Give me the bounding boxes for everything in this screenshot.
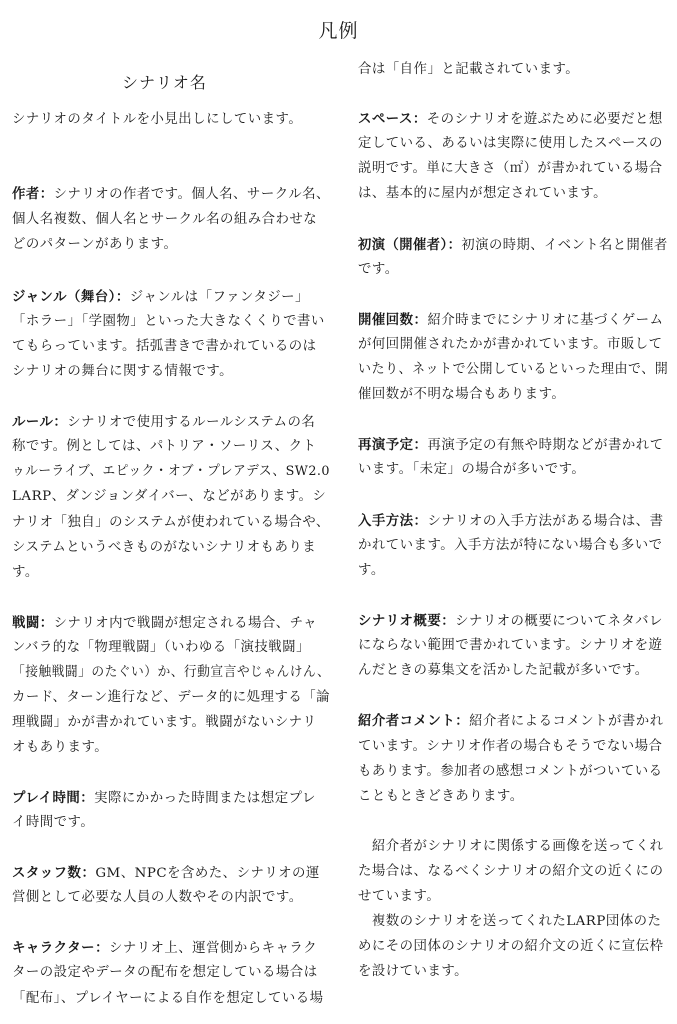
entry-line: シナリオ内で戦闘が想定される場合、チャ [53, 616, 318, 631]
term-sessions: 開催回数： [358, 312, 428, 328]
entry-line: GM、NPCを含めた、シナリオの運 [95, 866, 320, 881]
entry-line: どのパターンがあります。 [12, 237, 178, 252]
entry-line: にならない範囲で書かれています。シナリオを遊 [358, 638, 663, 653]
term-space: スペース： [358, 111, 427, 127]
entry-line: てもらっています。括弧書きで書かれているのは [12, 339, 317, 354]
entry-line: 「接触戦闘」のたぐい）か、行動宣言やじゃんけん、 [12, 665, 331, 680]
entry-line: そのシナリオを遊ぶために必要だと想 [426, 112, 663, 127]
entry-line: イ時間です。 [12, 815, 95, 830]
entry-line: かれています。入手方法が特にない場合も多いで [358, 538, 663, 553]
entry-line: システムというべきものがないシナリオもありま [12, 540, 317, 555]
entry-line: シナリオの入手方法がある場合は、書 [427, 514, 664, 529]
entry-line: 説明です。単に大きさ（㎡）が書かれている場合 [358, 161, 663, 176]
entry-line: カード、ターン進行など、データ的に処理する「論 [12, 690, 331, 705]
entry-line: 催回数が不明な場合もあります。 [358, 387, 566, 402]
entry-line: オもあります。 [12, 740, 109, 755]
entry-line: ナリオ「独自」のシステムが使われている場合や、 [12, 515, 330, 530]
entry-line: た場合は、なるべくシナリオの紹介文の近くにの [358, 864, 664, 879]
term-premiere: 初演（開催者）： [358, 237, 462, 253]
entry-line: 初演の時期、イベント名と開催者 [461, 238, 668, 253]
entry-line: シナリオの概要についてネタバレ [455, 614, 663, 629]
entry-line: シナリオの舞台に関する情報です。 [12, 364, 234, 379]
entry-line: 「配布」、プレイヤーによる自作を想定している場 [12, 991, 324, 1006]
entry-line: 実際にかかった時間または想定プレ [94, 791, 316, 806]
entry-line: ターの設定やデータの配布を想定している場合は [12, 965, 318, 980]
entry-line: 紹介者がシナリオに関係する画像を送ってくれ [358, 839, 664, 854]
entry-line: 「ホラー」「学園物」といった大きなくくりで書い [12, 314, 325, 329]
entry-line: 再演予定の有無や時期などが書かれて [427, 438, 664, 453]
term-character: キャラクター： [12, 940, 109, 956]
entry-line: を設けています。 [358, 964, 469, 979]
term-staff: スタッフ数： [12, 865, 96, 881]
entry-line: ゥルーライブ、エピック・オブ・プレアデス、SW2.0 [12, 464, 330, 479]
term-combat: 戦闘： [12, 615, 54, 631]
entry-line: シナリオ上、運営側からキャラク [108, 941, 318, 956]
term-rules: ルール： [12, 414, 68, 430]
entry-line: は、基本的に屋内が想定されています。 [358, 186, 607, 201]
entry-line: めにその団体のシナリオの紹介文の近くに宣伝枠 [358, 939, 664, 954]
page-title: 凡例 [318, 20, 359, 42]
entry-line: す。 [358, 563, 385, 578]
entry-line: シナリオで使用するルールシステムの名 [67, 415, 316, 430]
term-acquire: 入手方法： [358, 513, 428, 529]
term-overview: シナリオ概要： [358, 613, 456, 629]
entry-line: せています。 [358, 889, 441, 904]
term-playtime: プレイ時間： [12, 790, 95, 806]
entry-line: 理戦闘」かが書かれています。戦闘がないシナリ [12, 715, 317, 730]
term-genre: ジャンル（舞台）： [12, 289, 130, 305]
entry-line: んだときの募集文を活かした記載が多いです。 [358, 663, 649, 678]
entry-line: 紹介時までにシナリオに基づくゲーム [427, 313, 664, 328]
entry-line: ンバラ的な「物理戦闘」（いわゆる「演技戦闘」 [12, 640, 310, 655]
entry-line: こともときどきあります。 [358, 789, 524, 804]
term-rerun: 再演予定： [358, 437, 428, 453]
section-heading: シナリオ名 [122, 73, 207, 92]
entry-line: いたり、ネットで公開しているといった理由で、開 [358, 362, 669, 377]
entry-line: もあります。参加者の感想コメントがついている [358, 764, 663, 779]
entry-line: です。 [358, 262, 399, 277]
term-author: 作者： [12, 186, 54, 202]
entry-line: 複数のシナリオを送ってくれたLARP団体のた [358, 914, 662, 929]
entry-line: す。 [12, 565, 39, 580]
entry-line: が何回開催されたかが書かれています。市販して [358, 337, 663, 352]
entry-line: ています。シナリオ作者の場合もそうでない場合 [358, 739, 663, 754]
entry-line: 紹介者によるコメントが書かれ [469, 714, 664, 729]
term-comment: 紹介者コメント： [358, 713, 470, 729]
intro-text: シナリオのタイトルを小見出しにしています。 [12, 112, 303, 127]
entry-line: 定している、あるいは実際に使用したスペースの [358, 136, 663, 151]
entry-line: 営側として必要な人員の人数やその内訳です。 [12, 890, 303, 905]
entry-line: 称です。例としては、パトリア・ソーリス、クト [12, 439, 317, 454]
entry-line: 合は「自作」と記載されています。 [358, 62, 580, 77]
entry-line: います。「未定」の場合が多いです。 [358, 462, 586, 477]
entry-line: シナリオの作者です。個人名、サークル名、 [53, 187, 330, 202]
entry-line: 個人名複数、個人名とサークル名の組み合わせな [12, 212, 318, 227]
entry-line: LARP、ダンジョンダイバー、などがあります。シ [12, 489, 327, 504]
entry-line: ジャンルは「ファンタジー」 [129, 290, 309, 305]
